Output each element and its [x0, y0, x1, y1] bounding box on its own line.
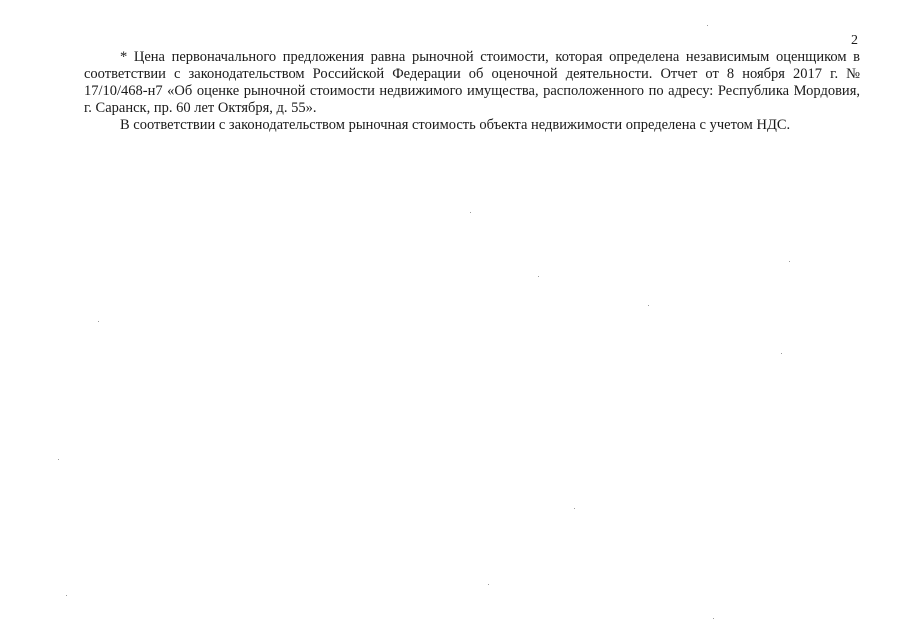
scan-speck	[538, 276, 539, 277]
scan-speck	[98, 321, 99, 322]
scan-speck	[470, 212, 471, 213]
scan-speck	[58, 459, 59, 460]
scan-speck	[66, 595, 67, 596]
scan-speck	[574, 508, 575, 509]
scan-speck	[707, 25, 708, 26]
scan-speck	[713, 618, 714, 619]
document-body	[84, 49, 860, 134]
footnote-paragraph: * Цена первоначального предложения равна рыночной стоимости, которая определена независимым оценщиком в соответствии с законодательством Российской Федерации об оценочной деятельности. Отчет от 8 ноября 2017 г. № 17/10/468-н7 «Об оценке рыночной стоимости недвижимого имущества, расположенного по адресу: Республика Мордовия, г. Саранск, пр. 60 лет Октября, д. 55».	[84, 49, 860, 116]
scan-speck	[488, 584, 489, 585]
scan-speck	[789, 261, 790, 262]
vat-note-paragraph: В соответствии с законодательством рыночная стоимость объекта недвижимости определена с учетом НДС.	[120, 117, 791, 133]
scan-speck	[648, 305, 649, 306]
page-number: 2	[851, 33, 858, 48]
scan-speck	[781, 353, 782, 354]
